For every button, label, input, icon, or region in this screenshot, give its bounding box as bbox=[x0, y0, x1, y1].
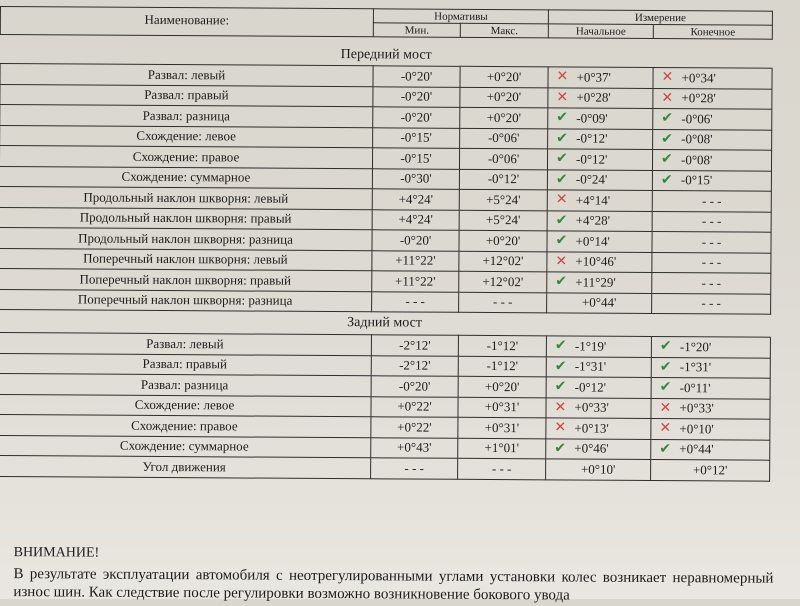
initial-value: +11°29' bbox=[575, 274, 616, 290]
max-value: - - - bbox=[458, 458, 546, 479]
min-value: -0°15' bbox=[372, 148, 459, 169]
check-icon: ✔ bbox=[659, 338, 672, 355]
parameter-name: Схождение: правое bbox=[0, 414, 371, 437]
max-value: +1°01' bbox=[458, 438, 546, 459]
final-value: - - - bbox=[701, 234, 722, 250]
cross-icon: ✕ bbox=[555, 252, 568, 269]
min-value: +11°22' bbox=[372, 250, 459, 271]
front-axle-title: Передний мост bbox=[0, 35, 772, 69]
initial-value-cell bbox=[548, 108, 653, 129]
initial-value-cell bbox=[548, 67, 653, 88]
parameter-name: Продольный наклон шкворня: правый bbox=[0, 207, 372, 230]
final-value: - - - bbox=[701, 275, 722, 291]
final-value-cell bbox=[651, 439, 770, 460]
max-value: - - - bbox=[459, 292, 547, 313]
min-value: -0°20' bbox=[373, 107, 460, 128]
final-value-cell bbox=[653, 108, 772, 129]
min-value: -2°12' bbox=[371, 355, 458, 376]
initial-value: -0°12' bbox=[576, 151, 608, 167]
parameter-name: Схождение: левое bbox=[0, 125, 373, 148]
cross-icon: ✕ bbox=[554, 398, 567, 415]
min-value: -0°30' bbox=[372, 168, 459, 189]
final-value-cell bbox=[653, 129, 772, 150]
max-value: -0°06' bbox=[459, 148, 547, 169]
warning-text: В результате эксплуатации автомобиля с неотрегулированными углами установки колес возникает неравномерный износ шин. Как следствие после регулировки возможно возникновение бокового увода bbox=[13, 566, 774, 604]
min-header: Мин. bbox=[373, 23, 460, 38]
parameter-name: Схождение: суммарное bbox=[0, 166, 372, 189]
final-value-cell bbox=[653, 67, 772, 88]
max-value: -1°12' bbox=[458, 335, 546, 356]
max-value: +0°20' bbox=[460, 87, 548, 108]
check-icon: ✔ bbox=[556, 109, 569, 126]
check-icon: ✔ bbox=[659, 379, 672, 396]
final-value-cell bbox=[651, 398, 770, 419]
min-value: +0°22' bbox=[371, 417, 458, 438]
min-value: +0°22' bbox=[371, 396, 458, 417]
max-value: -0°06' bbox=[460, 128, 548, 149]
min-value: -2°12' bbox=[371, 335, 458, 356]
max-value: +0°31' bbox=[458, 397, 546, 418]
cross-icon: ✕ bbox=[661, 89, 674, 106]
final-value: +0°10' bbox=[679, 420, 714, 437]
final-value-cell bbox=[651, 418, 770, 439]
final-value: -0°15' bbox=[680, 172, 713, 188]
check-icon: ✔ bbox=[554, 378, 567, 395]
initial-value-cell bbox=[546, 336, 651, 357]
check-icon: ✔ bbox=[556, 129, 568, 146]
initial-value: +10°46' bbox=[575, 253, 617, 270]
min-value: +11°22' bbox=[372, 271, 459, 292]
check-icon: ✔ bbox=[554, 337, 567, 354]
rear-axle-title: Задний мост bbox=[0, 309, 771, 337]
final-value-cell bbox=[651, 459, 770, 480]
initial-value: +4°14' bbox=[575, 192, 611, 208]
parameter-name: Схождение: суммарное bbox=[0, 435, 371, 458]
initial-value: +0°46' bbox=[574, 440, 609, 456]
parameter-name: Развал: правый bbox=[0, 353, 371, 376]
final-value-cell bbox=[652, 293, 771, 314]
cross-icon: ✕ bbox=[556, 68, 569, 85]
initial-value-cell bbox=[548, 128, 653, 149]
max-header: Макс. bbox=[460, 23, 548, 38]
final-value: +0°44' bbox=[679, 441, 714, 457]
final-value-cell bbox=[652, 149, 771, 170]
initial-value: +0°14' bbox=[575, 233, 610, 249]
cross-icon: ✕ bbox=[661, 69, 674, 86]
check-icon: ✔ bbox=[555, 211, 568, 228]
final-header: Конечное bbox=[653, 24, 772, 39]
check-icon: ✔ bbox=[661, 151, 673, 168]
final-value: +0°12' bbox=[692, 461, 728, 478]
max-value: -0°12' bbox=[459, 169, 547, 190]
max-value: +0°20' bbox=[459, 230, 547, 251]
initial-value: +0°37' bbox=[576, 69, 611, 85]
final-value-cell bbox=[651, 377, 770, 398]
final-value: - - - bbox=[702, 193, 722, 209]
max-value: +0°31' bbox=[458, 417, 546, 438]
min-value: +4°24' bbox=[372, 209, 459, 230]
parameter-name: Развал: левый bbox=[0, 332, 371, 355]
initial-value-cell bbox=[547, 272, 652, 293]
initial-value-cell bbox=[546, 438, 651, 459]
final-value: +0°33' bbox=[679, 400, 714, 416]
max-value: +0°20' bbox=[460, 66, 548, 87]
min-value: +0°43' bbox=[371, 437, 458, 458]
final-value: -0°08' bbox=[681, 151, 713, 168]
table-row bbox=[0, 455, 770, 480]
min-value: -0°20' bbox=[373, 86, 460, 107]
parameter-name: Поперечный наклон шкворня: левый bbox=[0, 248, 372, 271]
final-value-cell bbox=[652, 252, 771, 273]
check-icon: ✔ bbox=[555, 170, 568, 187]
cross-icon: ✕ bbox=[555, 191, 568, 208]
max-value: -1°12' bbox=[458, 356, 546, 377]
initial-value: +0°10' bbox=[580, 461, 616, 477]
parameter-name: Поперечный наклон шкворня: правый bbox=[0, 268, 372, 291]
min-value: -0°15' bbox=[373, 127, 460, 148]
final-value: -1°20' bbox=[679, 338, 712, 355]
final-value-cell bbox=[653, 88, 772, 109]
final-value: -0°06' bbox=[681, 110, 713, 127]
final-value: -0°08' bbox=[681, 131, 713, 147]
initial-value: +0°13' bbox=[574, 420, 609, 436]
check-icon: ✔ bbox=[661, 110, 674, 127]
initial-value: -1°31' bbox=[574, 358, 607, 374]
initial-value: +0°44' bbox=[581, 294, 617, 311]
initial-value-cell bbox=[548, 87, 653, 108]
initial-value: +4°28' bbox=[575, 212, 611, 228]
check-icon: ✔ bbox=[554, 439, 567, 456]
max-value: +12°02' bbox=[459, 271, 547, 292]
final-value-cell bbox=[651, 336, 770, 357]
min-value: +4°24' bbox=[372, 189, 459, 210]
initial-value-cell bbox=[546, 377, 651, 398]
check-icon: ✔ bbox=[660, 171, 673, 188]
final-value: - - - bbox=[701, 254, 722, 270]
final-value: -1°31' bbox=[679, 359, 712, 375]
check-icon: ✔ bbox=[555, 232, 568, 249]
min-value: - - - bbox=[372, 291, 459, 312]
parameter-name: Развал: правый bbox=[0, 84, 373, 107]
max-value: +5°24' bbox=[459, 189, 547, 210]
final-value: +0°28' bbox=[681, 90, 716, 106]
norms-header: Нормативы bbox=[373, 9, 548, 24]
initial-value-cell bbox=[547, 292, 652, 313]
check-icon: ✔ bbox=[661, 130, 673, 147]
initial-value: -0°09' bbox=[576, 110, 608, 126]
final-value-cell bbox=[652, 272, 771, 293]
min-value: - - - bbox=[371, 458, 458, 479]
initial-value: +0°33' bbox=[574, 399, 609, 415]
initial-header: Начальное bbox=[548, 24, 653, 39]
cross-icon: ✕ bbox=[556, 88, 569, 105]
measure-header: Измерение bbox=[548, 10, 772, 25]
initial-value-cell bbox=[546, 459, 651, 480]
min-value: -0°20' bbox=[372, 230, 459, 251]
final-value-cell bbox=[652, 190, 771, 211]
min-value: -0°20' bbox=[373, 66, 460, 87]
final-value: -0°11' bbox=[679, 379, 711, 396]
final-value: - - - bbox=[701, 213, 722, 229]
initial-value-cell bbox=[547, 231, 652, 252]
final-value: +0°34' bbox=[681, 69, 716, 86]
parameter-name: Схождение: левое bbox=[0, 394, 371, 417]
check-icon: ✔ bbox=[554, 357, 567, 374]
cross-icon: ✕ bbox=[659, 399, 672, 416]
final-value-cell bbox=[651, 357, 770, 378]
warning-title: ВНИМАНИЕ! bbox=[13, 545, 100, 561]
final-value: - - - bbox=[701, 295, 721, 311]
name-column-header: Наименование: bbox=[0, 7, 373, 37]
initial-value-cell bbox=[547, 251, 652, 272]
parameter-name: Схождение: правое bbox=[0, 146, 373, 169]
max-value: +5°24' bbox=[459, 210, 547, 231]
max-value: +12°02' bbox=[459, 251, 547, 272]
check-icon: ✔ bbox=[555, 273, 568, 290]
parameter-name: Продольный наклон шкворня: левый bbox=[0, 186, 372, 209]
initial-value-cell bbox=[547, 169, 652, 190]
max-value: +0°20' bbox=[458, 376, 546, 397]
final-value-cell bbox=[652, 231, 771, 252]
min-value: -0°20' bbox=[371, 376, 458, 397]
check-icon: ✔ bbox=[659, 358, 672, 375]
initial-value: +0°28' bbox=[576, 89, 611, 105]
initial-value-cell bbox=[546, 397, 651, 418]
parameter-name: Поперечный наклон шкворня: разница bbox=[0, 289, 372, 312]
max-value: +0°20' bbox=[460, 107, 548, 128]
initial-value-cell bbox=[547, 149, 652, 170]
alignment-report-table bbox=[0, 6, 773, 481]
initial-value-cell bbox=[546, 418, 651, 439]
initial-value: -0°12' bbox=[574, 379, 607, 395]
parameter-name: Продольный наклон шкворня: разница bbox=[0, 227, 372, 250]
initial-value: -0°24' bbox=[575, 171, 608, 187]
cross-icon: ✕ bbox=[659, 420, 672, 437]
initial-value-cell bbox=[546, 356, 651, 377]
parameter-name: Угол движения bbox=[0, 455, 371, 478]
parameter-name: Развал: разница bbox=[0, 105, 373, 128]
cross-icon: ✕ bbox=[554, 419, 567, 436]
initial-value-cell bbox=[547, 210, 652, 231]
check-icon: ✔ bbox=[659, 440, 672, 457]
initial-value: -0°12' bbox=[576, 130, 608, 146]
check-icon: ✔ bbox=[556, 150, 568, 167]
initial-value: -1°19' bbox=[574, 338, 607, 354]
parameter-name: Развал: разница bbox=[0, 373, 371, 396]
parameter-name: Развал: левый bbox=[0, 64, 373, 87]
final-value-cell bbox=[652, 170, 771, 191]
final-value-cell bbox=[652, 211, 771, 232]
initial-value-cell bbox=[547, 190, 652, 211]
